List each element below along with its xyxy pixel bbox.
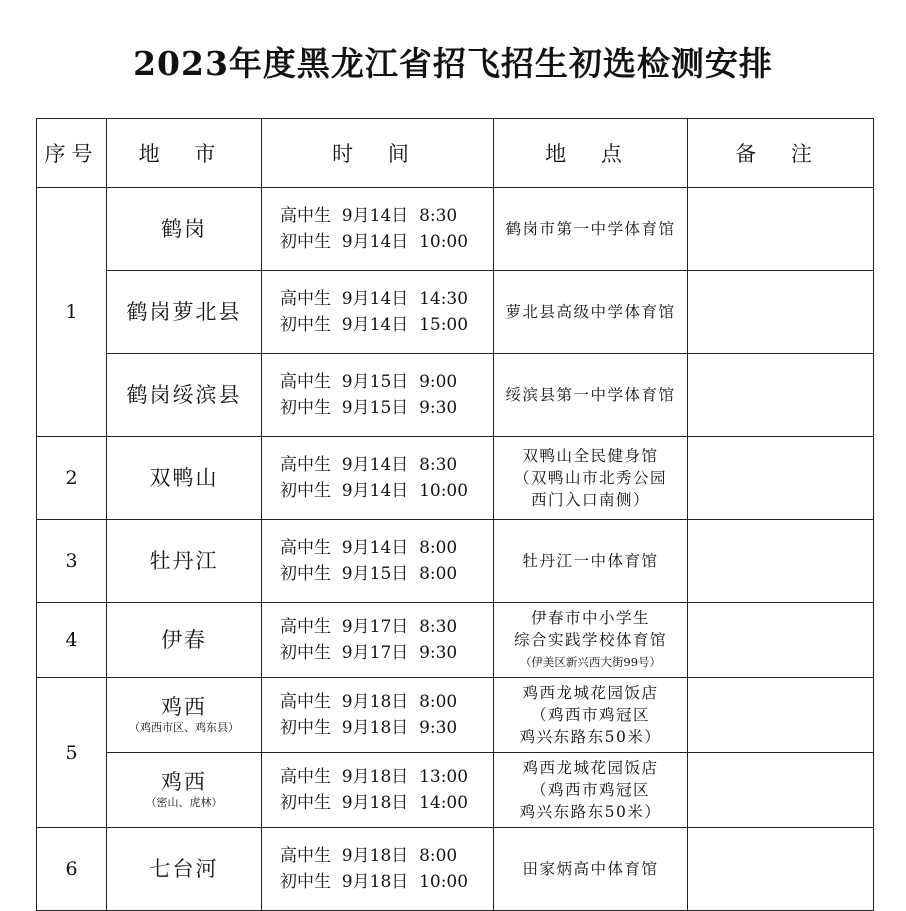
- time-senior: 高中生 9月14日 8:30: [280, 455, 458, 475]
- city-cell: [107, 354, 262, 437]
- city-cell: [107, 603, 262, 678]
- place-cell: [494, 354, 688, 437]
- time-senior: 高中生 9月14日 8:00: [280, 538, 458, 558]
- table-row: [37, 520, 874, 603]
- time-cell: [262, 271, 494, 354]
- place-line: 综合实践学校体育馆: [513, 631, 667, 649]
- time-cell: [262, 437, 494, 520]
- remark-cell: [688, 678, 874, 753]
- place-line: 鹤岗市第一中学体育馆: [505, 220, 676, 238]
- place-line: 伊春市中小学生: [530, 609, 650, 627]
- remark-cell: [688, 520, 874, 603]
- seq-cell: 1: [37, 188, 107, 437]
- time-junior: 初中生 9月18日 10:00: [280, 872, 469, 892]
- schedule-table: [36, 118, 874, 911]
- time-senior: 高中生 9月17日 8:30: [280, 617, 458, 637]
- time-junior: 初中生 9月14日 10:00: [280, 232, 469, 252]
- seq-cell: 6: [37, 828, 107, 911]
- header-remark: 备 注: [688, 119, 874, 188]
- time-senior: 高中生 9月18日 13:00: [280, 767, 469, 787]
- place-line: 田家炳高中体育馆: [522, 860, 659, 878]
- city-cell: [107, 520, 262, 603]
- time-cell: [262, 188, 494, 271]
- place-cell: [494, 603, 688, 678]
- time-junior: 初中生 9月18日 14:00: [280, 793, 469, 813]
- place-cell: [494, 271, 688, 354]
- place-line: 西门入口南侧）: [530, 491, 650, 509]
- seq-cell: 2: [37, 437, 107, 520]
- remark-cell: [688, 271, 874, 354]
- time-senior: 高中生 9月18日 8:00: [280, 846, 458, 866]
- place-line: （鸡西市鸡冠区: [530, 781, 650, 799]
- remark-cell: [688, 188, 874, 271]
- place-line: 萝北县高级中学体育馆: [505, 303, 676, 321]
- city-name: 鹤岗萝北县: [126, 300, 242, 324]
- place-line: （双鸭山市北秀公园: [513, 469, 667, 487]
- time-junior: 初中生 9月14日 15:00: [280, 315, 469, 335]
- city-name: 伊春: [161, 628, 207, 652]
- time-cell: [262, 520, 494, 603]
- header-city: 地 市: [107, 119, 262, 188]
- time-senior: 高中生 9月14日 14:30: [280, 289, 469, 309]
- remark-cell: [688, 354, 874, 437]
- city-note: （鸡西市区、鸡东县）: [129, 721, 239, 734]
- place-line: 绥滨县第一中学体育馆: [505, 386, 676, 404]
- table-row: [37, 188, 874, 271]
- page-title: 2023年度黑龙江省招飞招生初选检测安排: [133, 44, 773, 83]
- time-junior: 初中生 9月15日 8:00: [280, 564, 458, 584]
- city-cell: [107, 437, 262, 520]
- header-seq: 序号: [37, 119, 107, 188]
- seq-cell: 5: [37, 678, 107, 828]
- city-cell: [107, 828, 262, 911]
- remark-cell: [688, 753, 874, 828]
- place-cell: [494, 753, 688, 828]
- time-junior: 初中生 9月17日 9:30: [280, 643, 458, 663]
- place-line: 鸡兴东路东50米）: [519, 728, 662, 746]
- place-line: 鸡兴东路东50米）: [519, 803, 662, 821]
- table-header-row: [37, 119, 874, 188]
- city-name: 七台河: [149, 857, 219, 881]
- remark-cell: [688, 828, 874, 911]
- city-name: 牡丹江: [149, 549, 219, 573]
- place-cell: [494, 678, 688, 753]
- remark-cell: [688, 437, 874, 520]
- place-cell: [494, 828, 688, 911]
- place-line: 双鸭山全民健身馆: [522, 447, 659, 465]
- city-cell: [107, 753, 262, 828]
- time-senior: 高中生 9月14日 8:30: [280, 206, 458, 226]
- city-cell: [107, 188, 262, 271]
- place-line: 鸡西龙城花园饭店: [522, 684, 659, 702]
- table-row: [37, 603, 874, 678]
- time-junior: 初中生 9月14日 10:00: [280, 481, 469, 501]
- city-cell: [107, 678, 262, 753]
- place-note: （伊美区新兴西大街99号）: [519, 655, 662, 669]
- header-time: 时 间: [262, 119, 494, 188]
- city-name: 鹤岗绥滨县: [126, 383, 242, 407]
- city-name: 鸡西: [161, 770, 207, 794]
- place-line: （鸡西市鸡冠区: [530, 706, 650, 724]
- time-junior: 初中生 9月18日 9:30: [280, 718, 458, 738]
- place-line: 鸡西龙城花园饭店: [522, 759, 659, 777]
- city-cell: [107, 271, 262, 354]
- time-cell: [262, 753, 494, 828]
- time-cell: [262, 678, 494, 753]
- time-senior: 高中生 9月15日 9:00: [280, 372, 458, 392]
- table-row: [37, 828, 874, 911]
- time-senior: 高中生 9月18日 8:00: [280, 692, 458, 712]
- place-cell: [494, 437, 688, 520]
- time-cell: [262, 603, 494, 678]
- remark-cell: [688, 603, 874, 678]
- header-place: 地 点: [494, 119, 688, 188]
- place-cell: [494, 520, 688, 603]
- city-name: 鹤岗: [161, 217, 207, 241]
- time-cell: [262, 354, 494, 437]
- city-note: （密山、虎林）: [145, 796, 223, 809]
- place-cell: [494, 188, 688, 271]
- time-junior: 初中生 9月15日 9:30: [280, 398, 458, 418]
- time-cell: [262, 828, 494, 911]
- table-row: [37, 354, 874, 437]
- table-row: [37, 678, 874, 753]
- table-row: [37, 271, 874, 354]
- seq-cell: 4: [37, 603, 107, 678]
- place-line: 牡丹江一中体育馆: [522, 552, 659, 570]
- seq-cell: 3: [37, 520, 107, 603]
- table-row: [37, 753, 874, 828]
- table-row: [37, 437, 874, 520]
- city-name: 双鸭山: [149, 466, 219, 490]
- city-name: 鸡西: [161, 695, 207, 719]
